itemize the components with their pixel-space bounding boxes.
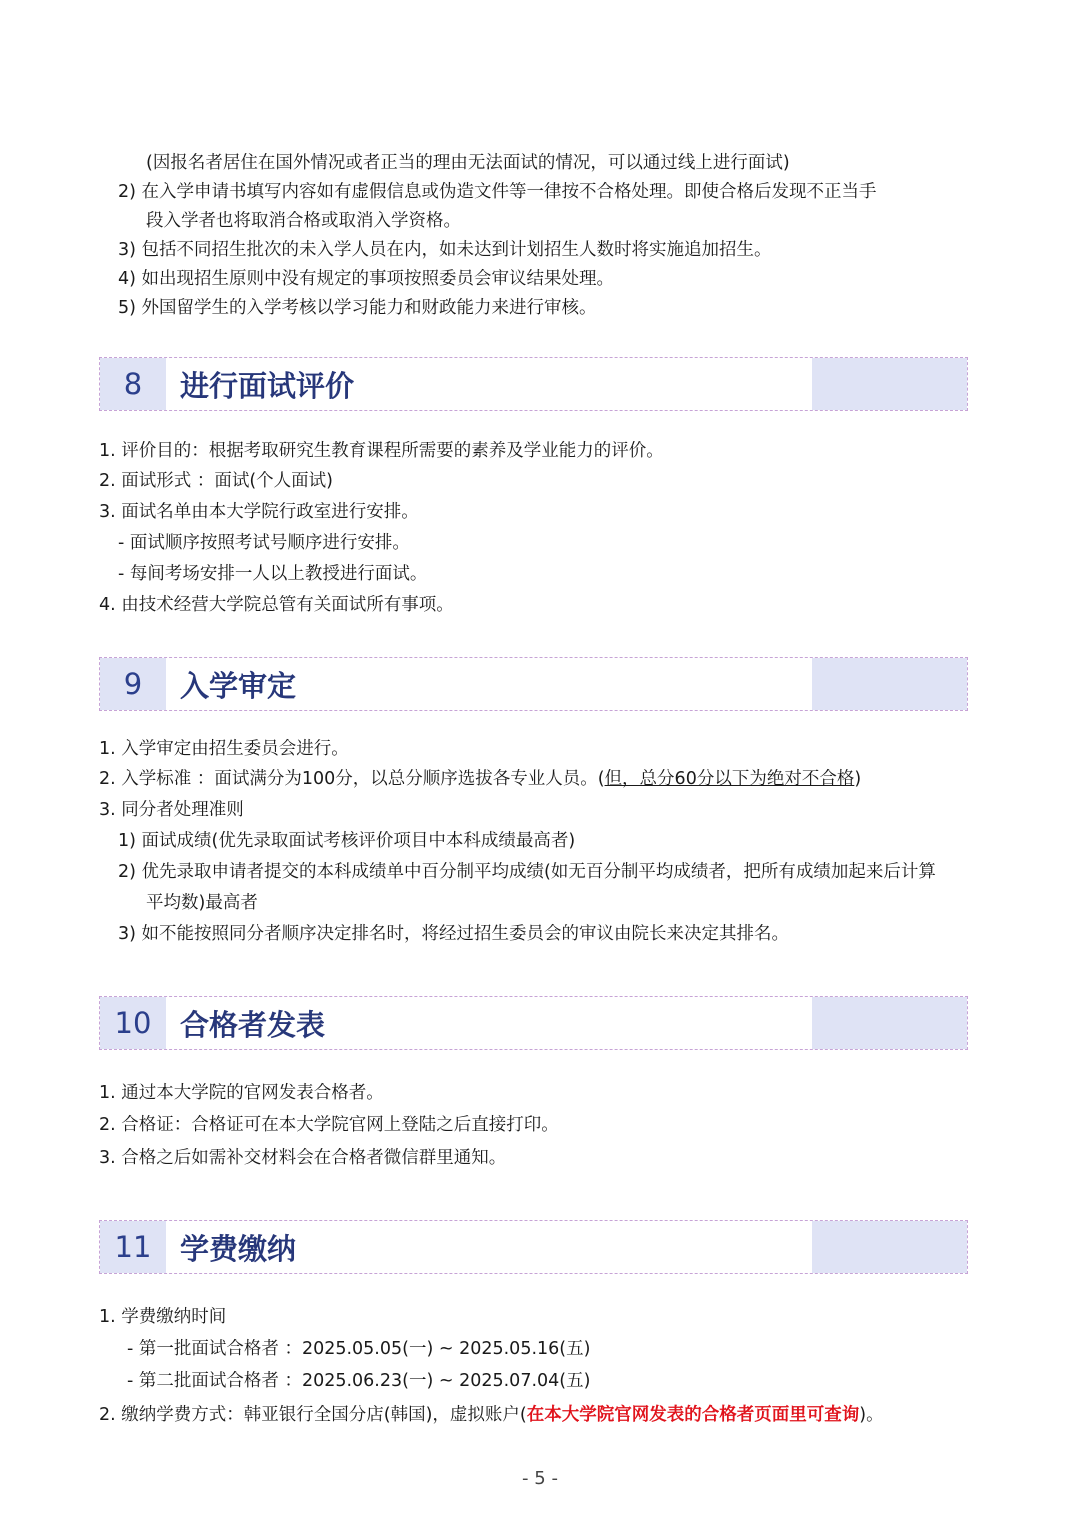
section-number: 11 <box>100 1221 166 1273</box>
s8-item-3: 3. 面试名单由本大学院行政室进行安排。 <box>99 502 419 522</box>
header-accent-box <box>812 358 967 410</box>
s10-item-2: 2. 合格证：合格证可在本大学院官网上登陆之后直接打印。 <box>99 1115 559 1135</box>
section-11-header <box>99 1220 968 1274</box>
s9-item-2-underlined: 但，总分60分以下为绝对不合格 <box>604 769 855 789</box>
section-title: 学费缴纳 <box>180 1231 297 1266</box>
s10-item-3: 3. 合格之后如需补交材料会在合格者微信群里通知。 <box>99 1148 507 1168</box>
header-accent-box <box>812 658 967 710</box>
section-9-header <box>99 657 968 711</box>
section-number: 10 <box>100 997 166 1049</box>
s9-item-2-text: 2. 入学标准 ：面试满分为100分，以总分顺序选拔各专业人员。( <box>99 769 605 789</box>
s11-dash-2: - 第二批面试合格者 ：2025.06.23(一) ~ 2025.07.04(五) <box>127 1371 591 1391</box>
section-number: 9 <box>100 658 166 710</box>
s9-item-3: 3. 同分者处理准则 <box>99 800 244 820</box>
s11-item-1: 1. 学费缴纳时间 <box>99 1307 227 1327</box>
s9-sub-2b: 平均数)最高者 <box>146 893 258 913</box>
s9-item-2-close: ) <box>854 769 862 789</box>
s11-dash-1: - 第一批面试合格者 ：2025.05.05(一) ~ 2025.05.16(五) <box>127 1339 591 1359</box>
s9-item-2 <box>99 767 861 791</box>
s8-item-1: 1. 评价目的：根据考取研究生教育课程所需要的素养及学业能力的评价。 <box>99 441 664 461</box>
s8-dash-1: - 面试顺序按照考试号顺序进行安排。 <box>118 533 410 553</box>
s9-sub-2a: 2) 优先录取申请者提交的本科成绩单中百分制平均成绩(如无百分制平均成绩者，把所有成绩加起来后计算 <box>118 862 936 882</box>
intro-item-4: 4) 如出现招生原则中没有规定的事项按照委员会审议结果处理。 <box>118 269 615 289</box>
s8-item-2: 2. 面试形式 ：面试(个人面试) <box>99 471 333 491</box>
section-title: 合格者发表 <box>180 1007 326 1042</box>
s9-item-1: 1. 入学审定由招生委员会进行。 <box>99 739 349 759</box>
section-10-header <box>99 996 968 1050</box>
s8-item-4: 4. 由技术经营大学院总管有关面试所有事项。 <box>99 595 454 615</box>
intro-item-2b: 段入学者也将取消合格或取消入学资格。 <box>146 211 461 231</box>
section-title: 进行面试评价 <box>180 368 355 403</box>
s11-item-2-highlight: 在本大学院官网发表的合格者页面里可查询 <box>526 1405 860 1425</box>
intro-continuation: (因报名者居住在国外情况或者正当的理由无法面试的情况，可以通过线上进行面试) <box>146 153 790 173</box>
s9-sub-3: 3) 如不能按照同分者顺序决定排名时，将经过招生委员会的审议由院长来决定其排名。 <box>118 924 790 944</box>
s10-item-1: 1. 通过本大学院的官网发表合格者。 <box>99 1083 384 1103</box>
intro-item-5: 5) 外国留学生的入学考核以学习能力和财政能力来进行审核。 <box>118 298 597 318</box>
header-accent-box <box>812 1221 967 1273</box>
intro-item-3: 3) 包括不同招生批次的未入学人员在内，如未达到计划招生人数时将实施追加招生。 <box>118 240 772 260</box>
page-number: - 5 - <box>522 1468 558 1489</box>
s8-dash-2: - 每间考场安排一人以上教授进行面试。 <box>118 564 428 584</box>
section-title: 入学审定 <box>180 668 297 703</box>
section-8-header <box>99 357 968 411</box>
section-number: 8 <box>100 358 166 410</box>
s11-item-2-close: )。 <box>859 1405 884 1425</box>
s11-item-2 <box>99 1403 884 1427</box>
s11-item-2-text: 2. 缴纳学费方式：韩亚银行全国分店(韩国)，虚拟账户( <box>99 1405 527 1425</box>
intro-item-2a: 2) 在入学申请书填写内容如有虚假信息或伪造文件等一律按不合格处理。即使合格后发现不正当手 <box>118 182 877 202</box>
header-accent-box <box>812 997 967 1049</box>
s9-sub-1: 1) 面试成绩(优先录取面试考核评价项目中本科成绩最高者) <box>118 831 576 851</box>
